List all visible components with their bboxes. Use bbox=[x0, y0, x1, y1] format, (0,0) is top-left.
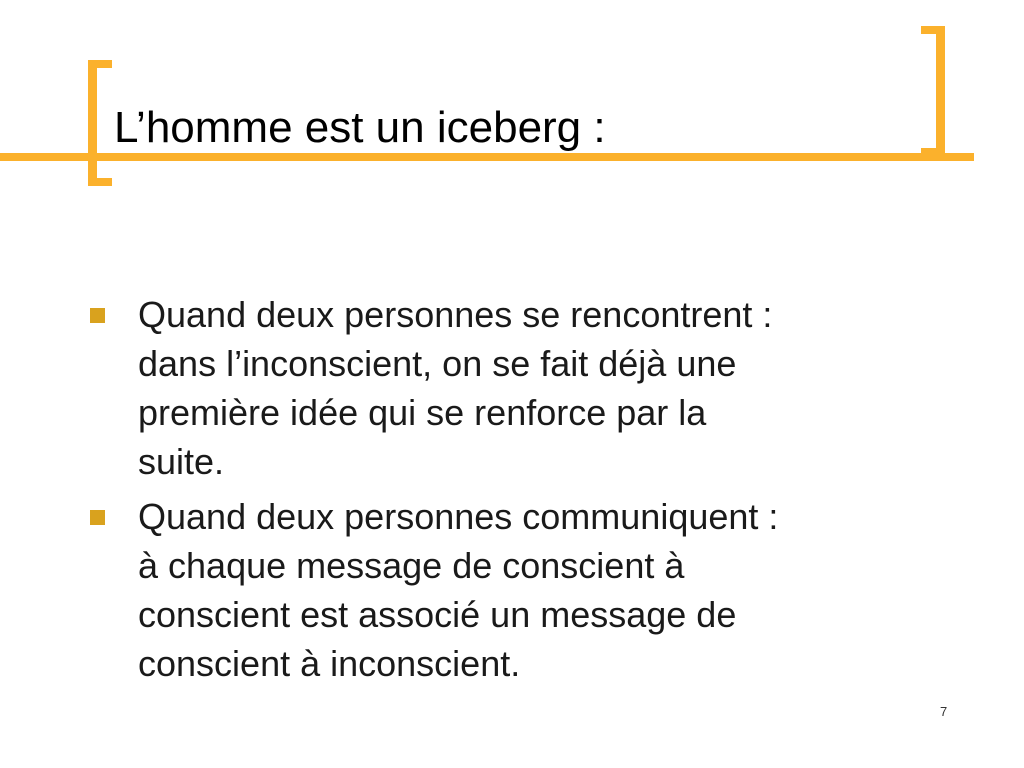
left-bracket-decoration bbox=[88, 60, 97, 186]
left-bracket-bottom-decoration bbox=[88, 178, 112, 186]
right-bracket-top-decoration bbox=[921, 26, 945, 34]
right-bracket-decoration bbox=[936, 26, 945, 156]
bullet-line: conscient est associé un message de bbox=[138, 594, 737, 635]
right-bracket-bottom-decoration bbox=[921, 148, 945, 156]
bullet-line: suite. bbox=[138, 441, 225, 482]
bullet-item bbox=[90, 492, 970, 688]
bullet-list bbox=[90, 290, 970, 694]
bullet-line: dans l’inconscient, on se fait déjà une bbox=[138, 343, 737, 384]
bullet-line: Quand deux personnes communiquent : bbox=[138, 496, 779, 537]
square-bullet-icon bbox=[90, 308, 105, 323]
square-bullet-icon bbox=[90, 510, 105, 525]
bullet-line: Quand deux personnes se rencontrent : bbox=[138, 294, 773, 335]
left-bracket-top-decoration bbox=[88, 60, 112, 68]
slide-title: L’homme est un iceberg : bbox=[114, 103, 606, 152]
page-number: 7 bbox=[940, 704, 948, 719]
bullet-line: première idée qui se renforce par la bbox=[138, 392, 707, 433]
bullet-item bbox=[90, 290, 970, 486]
bullet-line: à chaque message de conscient à bbox=[138, 545, 685, 586]
bullet-line: conscient à inconscient. bbox=[138, 643, 521, 684]
